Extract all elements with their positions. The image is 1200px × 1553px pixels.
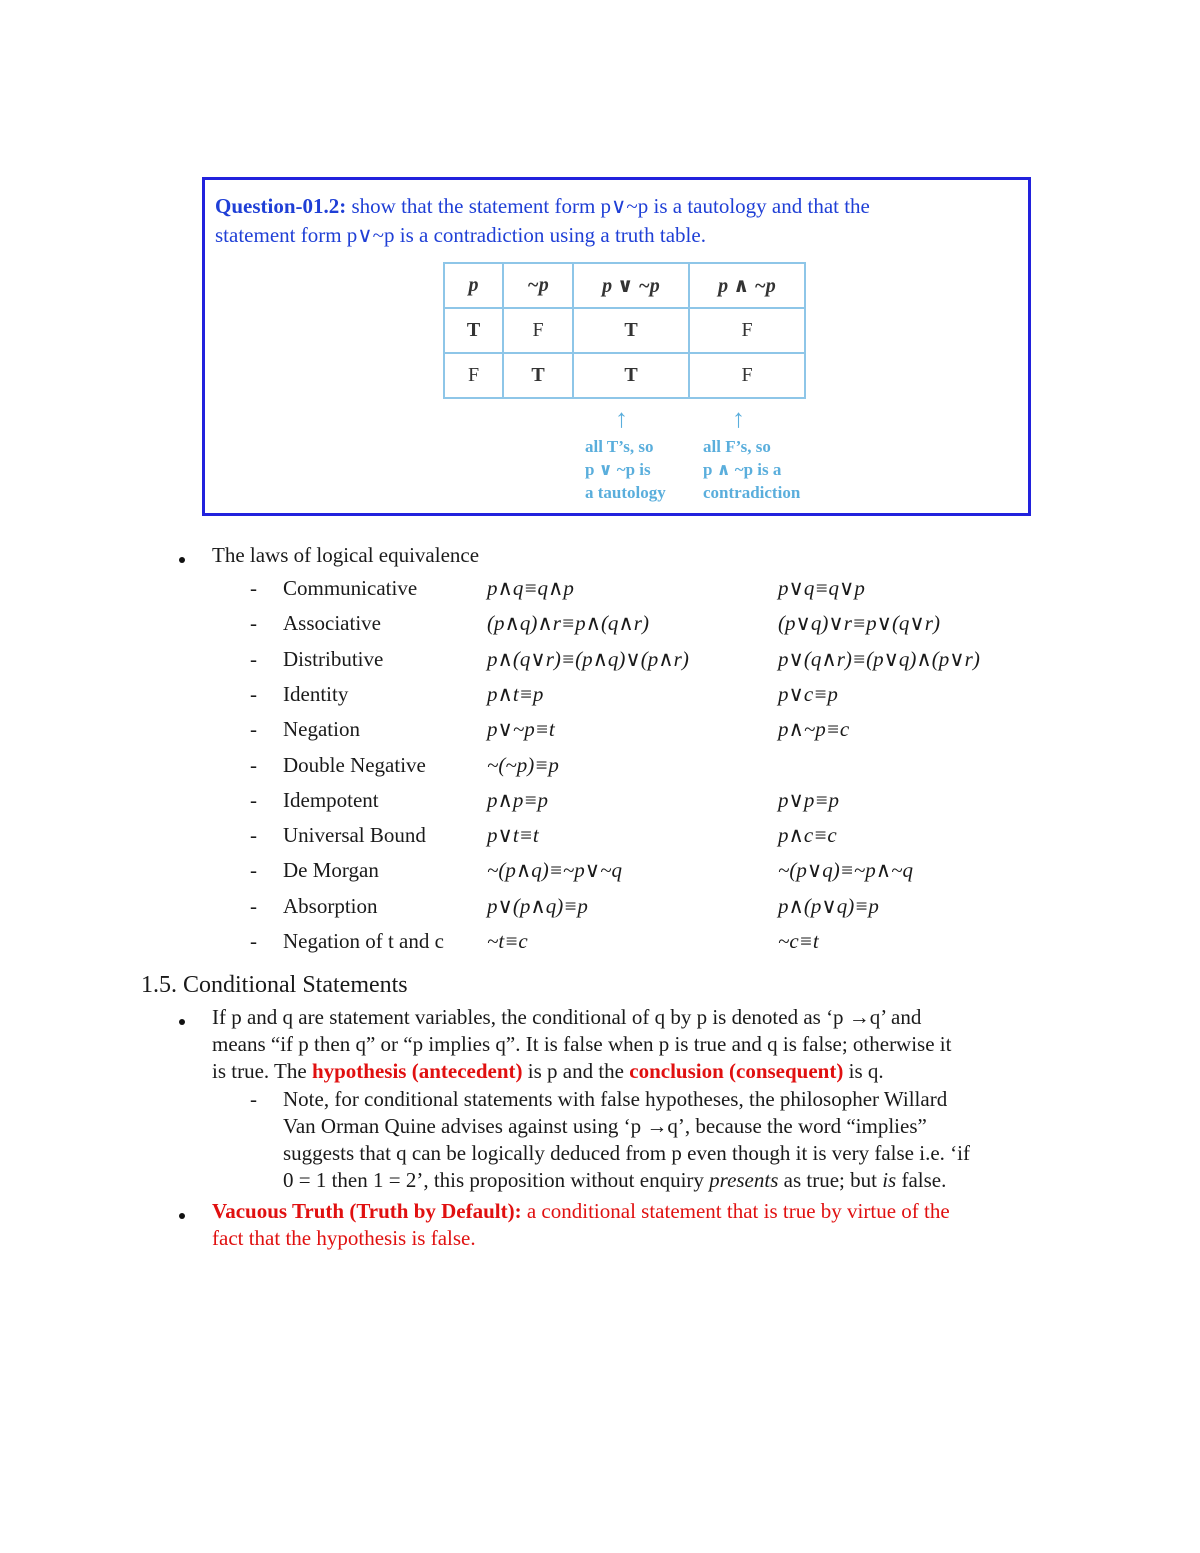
note-paragraph [283, 1086, 1083, 1194]
truth-table-header [444, 263, 805, 308]
law-row [0, 682, 1200, 717]
text: false. [901, 1168, 947, 1192]
law-row [0, 717, 1200, 752]
law-formula-2: p∨(q∧r)≡(p∨q)∧(p∨r) [778, 646, 980, 671]
law-formula-1: p∧t≡p [487, 681, 544, 706]
conclusion-term: conclusion (consequent) [629, 1059, 844, 1083]
question-line1: show that the statement form p∨~p is a tautology and that the [351, 194, 870, 218]
truth-table [443, 262, 806, 399]
vacuous-text: fact that the hypothesis is false. [212, 1226, 476, 1250]
law-formula-2: p∨q≡q∨p [778, 576, 865, 600]
law-row [0, 753, 1200, 788]
law-name: Double Negative [283, 752, 426, 777]
law-row [0, 611, 1200, 646]
law-name: Distributive [283, 646, 384, 671]
text: as true; but [783, 1168, 877, 1192]
law-formula-1: p∨~p≡t [487, 717, 555, 742]
law-formula-2: p∧~p≡c [778, 717, 850, 742]
table-cell: F [689, 308, 805, 353]
law-dash: - [250, 576, 257, 600]
law-name: Idempotent [283, 787, 379, 812]
law-dash: - [250, 893, 257, 918]
vacuous-text: a conditional statement that is true by virtue of the [526, 1199, 950, 1223]
tautology-note [585, 435, 666, 504]
law-name: Identity [283, 681, 349, 706]
bullet-icon [179, 1019, 185, 1025]
text: is [882, 1168, 897, 1192]
note-line: p ∧ ~p is a [703, 460, 782, 479]
law-dash: - [250, 858, 257, 883]
law-formula-1: p∨(p∧q)≡p [487, 893, 588, 918]
conditional-line [212, 1058, 1072, 1085]
table-row [444, 308, 805, 353]
law-formula-1: ~(~p)≡p [487, 752, 559, 777]
note-line: a tautology [585, 483, 666, 502]
law-dash: - [250, 681, 257, 706]
question-box [202, 177, 1031, 516]
law-name: Absorption [283, 893, 378, 918]
law-formula-1: (p∧q)∧r≡p∧(q∧r) [487, 611, 649, 636]
law-row [0, 894, 1200, 929]
note-line: Note, for conditional statements with false hypotheses, the philosopher Willard [283, 1087, 948, 1111]
conditional-line: If p and q are statement variables, the conditional of q by p is denoted as ‘p →q’ and [212, 1005, 922, 1029]
note-line: all T’s, so [585, 437, 654, 456]
law-formula-1: p∧(q∨r)≡(p∧q)∨(p∧r) [487, 646, 689, 671]
text: 0 = 1 then 1 = 2’, this proposition without enquiry [283, 1168, 704, 1192]
law-formula-1: p∧p≡p [487, 787, 549, 812]
law-dash: - [250, 787, 257, 812]
law-row [0, 858, 1200, 893]
section-heading: 1.5. Conditional Statements [141, 972, 408, 998]
up-arrow-icon: ↑ [732, 404, 745, 433]
law-dash: - [250, 646, 257, 671]
law-row [0, 929, 1200, 964]
law-dash: - [250, 611, 257, 636]
note-line: Van Orman Quine advises against using ‘p →q’, because the word “implies” [283, 1114, 927, 1138]
law-name: Universal Bound [283, 823, 426, 848]
text: presents [709, 1168, 779, 1192]
law-formula-2: p∨c≡p [778, 681, 838, 706]
table-cell: T [573, 308, 689, 353]
law-formula-2: ~c≡t [778, 929, 819, 953]
bullet-icon [179, 557, 185, 563]
law-row [0, 576, 1200, 611]
dash: - [250, 1087, 257, 1111]
law-dash: - [250, 929, 257, 953]
header-cell: ~p [503, 263, 573, 308]
table-cell: F [444, 353, 503, 398]
law-formula-2: p∧(p∨q)≡p [778, 893, 879, 918]
note-line: suggests that q can be logically deduced from p even though it is very false i.e. ‘if [283, 1141, 970, 1165]
law-formula-2: p∨p≡p [778, 787, 840, 812]
law-formula-2: ~(p∨q)≡~p∧~q [778, 858, 913, 883]
vacuous-paragraph [212, 1198, 1072, 1252]
header-cell: p [444, 263, 503, 308]
note-line: p ∨ ~p is [585, 460, 651, 479]
law-formula-1: p∧q≡q∧p [487, 576, 574, 600]
law-name: Communicative [283, 576, 418, 600]
up-arrow-icon: ↑ [615, 404, 628, 433]
law-dash: - [250, 823, 257, 848]
note-line: contradiction [703, 483, 801, 502]
header-cell: p ∧ ~p [689, 263, 805, 308]
table-row [444, 353, 805, 398]
law-name: Negation of t and c [283, 929, 444, 953]
note-line [283, 1167, 1083, 1194]
law-name: Negation [283, 717, 360, 742]
question-text [215, 192, 1015, 250]
law-row [0, 823, 1200, 858]
bullet-icon [179, 1213, 185, 1219]
table-cell: T [503, 353, 573, 398]
contradiction-note [703, 435, 800, 504]
table-cell: T [444, 308, 503, 353]
law-row [0, 647, 1200, 682]
law-formula-1: ~(p∧q)≡~p∨~q [487, 858, 622, 883]
vacuous-label: Vacuous Truth (Truth by Default): [212, 1199, 522, 1223]
question-line2: statement form p∨~p is a contradiction using a truth table. [215, 223, 706, 247]
law-formula-2: p∧c≡c [778, 823, 837, 848]
law-row [0, 788, 1200, 823]
question-label: Question-01.2: [215, 194, 347, 218]
law-name: De Morgan [283, 858, 379, 883]
note-line: all F’s, so [703, 437, 771, 456]
law-dash: - [250, 717, 257, 742]
law-dash: - [250, 752, 257, 777]
law-formula-1: p∨t≡t [487, 823, 539, 848]
header-cell: p ∨ ~p [573, 263, 689, 308]
law-formula-2: (p∨q)∨r≡p∨(q∨r) [778, 611, 940, 636]
laws-intro: The laws of logical equivalence [212, 543, 480, 567]
text: is p and the [527, 1059, 624, 1083]
conditional-line: means “if p then q” or “p implies q”. It is false when p is true and q is false; otherwise it [212, 1032, 952, 1056]
hypothesis-term: hypothesis (antecedent) [311, 1059, 523, 1083]
text: is q. [848, 1059, 884, 1083]
conditional-paragraph [212, 1004, 1072, 1085]
law-name: Associative [283, 611, 381, 636]
table-cell: T [573, 353, 689, 398]
text: is true. The [212, 1059, 307, 1083]
vacuous-line [212, 1198, 1072, 1225]
table-cell: F [503, 308, 573, 353]
law-formula-1: ~t≡c [487, 929, 528, 953]
table-cell: F [689, 353, 805, 398]
